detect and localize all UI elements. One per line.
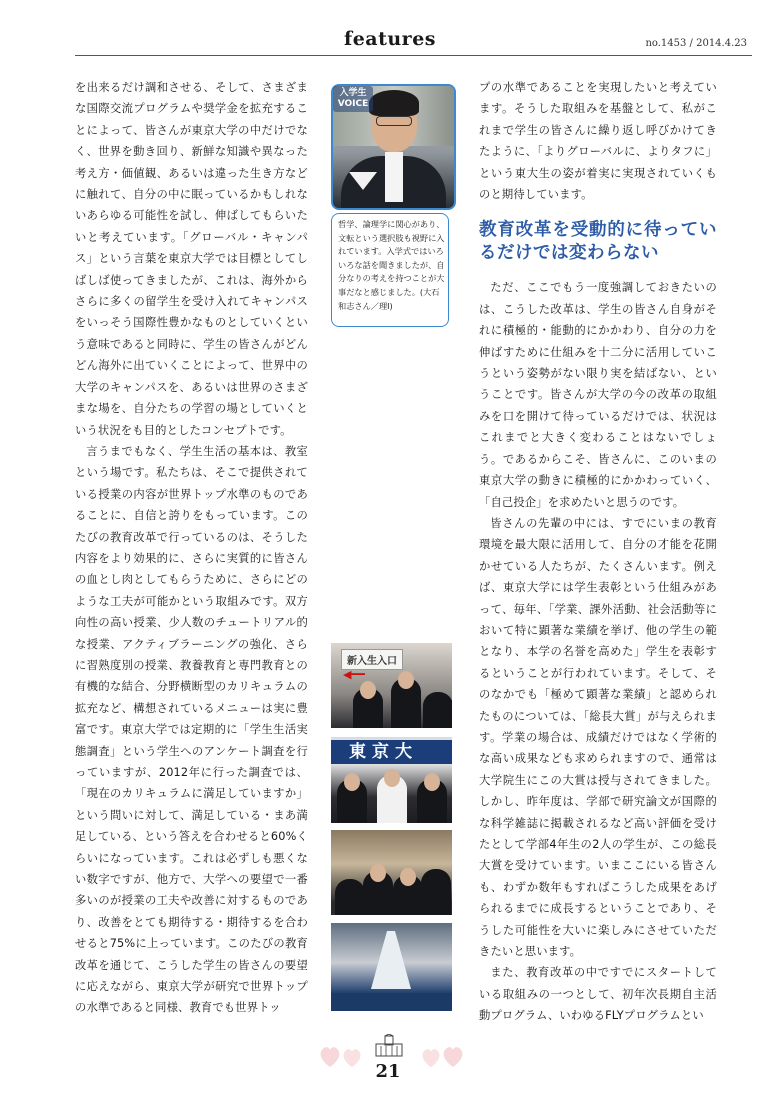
student-voice-quote: 哲学、論理学に関心があり、文転という選択肢も視野に入れています。入学式ではいろいろな話を聞きましたが、自分なりの考えを持つことが大事だなと感じました。(大石和志さん／理Ⅰ) xyxy=(331,213,449,327)
speech-pointer-icon xyxy=(349,172,377,190)
left-arrow-icon: ◀━━ xyxy=(343,668,365,681)
cherry-petal-icon xyxy=(341,1048,363,1068)
ceremony-hall-photo xyxy=(331,923,452,1011)
cherry-petal-icon xyxy=(441,1046,465,1068)
paragraph: プの水準であることを実現したいと考えています。そうした取組みを基盤として、私がこれまで学生の皆さんに繰り返し呼びかけてきたように、「よりグローバルに、よりタフに」という東大生の姿が着実に実現されていくものと期待しています。 xyxy=(479,81,717,202)
cherry-petal-icon xyxy=(420,1048,442,1068)
paragraph: また、教育改革の中ですでにスタートしている取組みの一つとして、初年次長期自主活動プログラム、いわゆるFLYプログラムとい xyxy=(479,966,717,1023)
issue-number: no.1453 / 2014.4.23 xyxy=(645,38,747,49)
entrance-sign: 新入生入口 xyxy=(341,649,403,670)
crowd-photo xyxy=(331,830,452,915)
right-text-column xyxy=(479,77,717,1027)
students-banner-photo xyxy=(331,737,452,823)
entrance-photo xyxy=(331,643,452,728)
yasuda-auditorium-icon xyxy=(374,1034,404,1058)
paragraph: ただ、ここでもう一度強調しておきたいのは、こうした改革は、学生の皆さん自身がそれに積極的・能動的にかかわり、自分の力を伸ばすために仕組みを十二分に活用していこうという姿勢がない限り実を結ばない、ということです。皆さんが大学の今の改革の取組みを口を開けて待っているだけでは、状況はこれまでと大きく変わることはないでしょう。であるからこそ、皆さんに、このいまの東京大学の動きに積極的にかかわっていく、「自己投企」を求めたいと思うのです。 xyxy=(479,281,717,509)
voice-label: 入学生VOICE xyxy=(333,86,373,112)
page-number: 21 xyxy=(375,1061,401,1082)
header-divider xyxy=(75,55,752,56)
paragraph: 言うまでもなく、学生生活の基本は、教室という場です。私たちは、そこで提供されている授業の内容が世界トップ水準のものであることに、自信と誇りをもっています。このたびの教育改革で行っているのは、そうした内容をより効果的に、さらに実質的に皆さんの血とし肉としてもらうために、さらにどのような工夫が可能かという取組みです。双方向性の高い授業、少人数のチュートリアル的な授業、アクティブラーニングの強化、さらに習熟度別の授業、教養教育と専門教育との有機的な結合、分野横断型のカリキュラムの拡充など、構想されているメニューは実に豊富です。東京大学では定期的に「学生生活実態調査」という学生へのアンケート調査を行っていますが、2012年に行った調査では、「現在のカリキュラムに満足していますか」という問いに対して、満足している・まあ満足している、という答えを合わせると60%くらいになっています。これは必ずしも悪くない数字ですが、他方で、大学への要望で一番多いのが授業の工夫や改善に対するものであり、改善をとても期待する・期待するを合わせると75%に上っています。このたびの教育改革を通じて、こうした学生の皆さんの要望に応えながら、東京大学が研究で世界トップの水準であると同様、教育でも世界トッ xyxy=(75,444,308,1015)
paragraph: を出来るだけ調和させる、そして、さまざまな国際交流プログラムや奨学金を拡充することによって、皆さんが東京大学の中だけでなく、世界を動き回り、新鮮な知識や異なった考え方・価値観、あるいは違った生き方などに触れて、自分の中に眠っているかもしれないあらゆる可能性を試し、伸ばしてもらいたいと考えています。「グローバル・キャンパス」という言葉を東京大学では目標としてしばしば使ってきましたが、これは、海外からさらに多くの留学生を受け入れてキャンパスをいっそう国際性豊かなものとしていくという意味であると同時に、学生の皆さんがどんどん海外に出ていくことによって、世界中の大学のキャンパスを、あるいは世界のさまざまな場を、自分たちの学習の場としていくという状況をも目的としたコンセプトです。 xyxy=(75,81,308,437)
subheading: 教育改革を受動的に待っているだけでは変わらない xyxy=(479,220,717,264)
left-text-column xyxy=(75,77,308,1019)
section-title: features xyxy=(344,28,436,50)
university-banner: 東京大 xyxy=(331,740,452,764)
cherry-petal-icon xyxy=(318,1046,342,1068)
paragraph: 皆さんの先輩の中には、すでにいまの教育環境を最大限に活用して、自分の才能を花開かせている人たちが、たくさんいます。例えば、東京大学には学生表彰という仕組みがあって、毎年、「学業、課外活動、社会活動等において特に顕著な業績を挙げ、他の学生の範となり、本学の名誉を高めた」学生を表彰するということが行われています。そして、そのなかでも「極めて顕著な業績」と認められたものについては、「総長大賞」が与えられます。学業の場合は、成績だけではなく学術的な高い成果なども求められますので、通常は大学院生にこの大賞は授与されてきました。しかし、昨年度は、学部で研究論文が国際的な科学雑誌に掲載されるなど高い評価を受けたとして学部4年生の2人の学生が、この総長大賞を受けています。いまここにいる皆さんも、わずか数年もすればこうした成果をあげられるまでに成長するということであり、そうした可能性を大いに楽しみにさせていただきたいと思います。 xyxy=(479,516,717,959)
